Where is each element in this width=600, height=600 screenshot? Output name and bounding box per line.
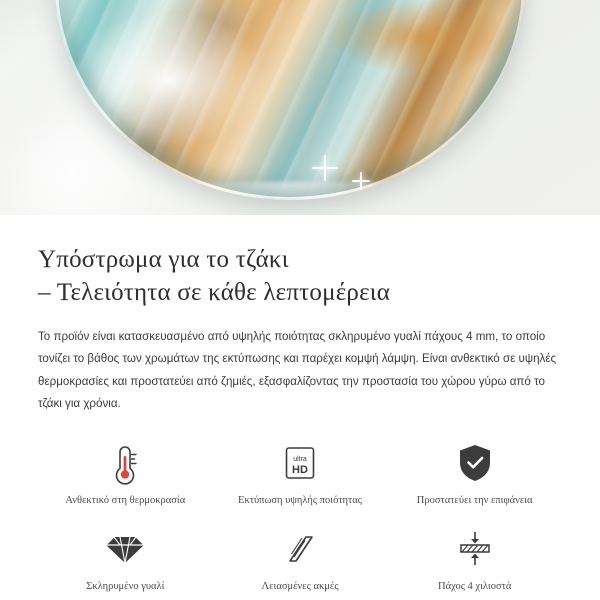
ultra-hd-icon: [278, 440, 322, 486]
description-paragraph: Το προϊόν είναι κατασκευασμένο από υψηλής ποιότητας σκληρυμένο γυαλί πάχους 4 mm, το οποίο τονίζει το βάθος των χρωμάτων της εκτύπωσης και παρέχει κομψή λάμψη. Είναι ανθεκτικό σε υψηλές θερμοκρασίες και προστατεύει από ζημιές, εξασφαλίζοντας την προστασία του χώρου γύρω από το τζάκι για χρόνια.: [38, 329, 557, 411]
feature-item-polished-edges: [213, 526, 388, 594]
content-area: [0, 215, 600, 593]
svg-text:HD: HD: [292, 463, 308, 476]
thermometer-icon: [105, 440, 145, 486]
feature-label: Εκτύπωση υψηλής ποιότητας: [238, 494, 362, 506]
shield-check-icon: [454, 440, 496, 486]
feature-label: Πάχος 4 χιλιοστά: [438, 580, 512, 592]
feature-item-thickness: [387, 526, 562, 594]
feature-label: Προστατεύει την επιφάνεια: [416, 494, 533, 506]
page-title: [38, 243, 562, 310]
diamond-icon: [103, 526, 147, 572]
feature-label: Λειασμένες ακμές: [261, 580, 339, 592]
feature-label: Σκληρυμένο γυαλί: [86, 580, 165, 592]
feature-item-temperature: [38, 440, 213, 508]
glass-plate-graphic: [55, 0, 525, 200]
feature-grid: [38, 440, 562, 593]
headline-line-1: Υπόστρωμα για το τζάκι: [38, 246, 289, 273]
feature-item-tempered-glass: [38, 526, 213, 594]
hero-image: [0, 0, 600, 215]
svg-text:ultra: ultra: [293, 455, 307, 463]
headline-line-2: – Τελειότητα σε κάθε λεπτομέρεια: [38, 279, 391, 307]
polished-edges-icon: [278, 526, 322, 572]
feature-label: Ανθεκτικό στη θερμοκρασία: [65, 494, 186, 506]
feature-item-print-quality: [213, 440, 388, 508]
feature-item-surface-protection: [387, 440, 562, 508]
thickness-arrows-icon: [452, 526, 498, 572]
